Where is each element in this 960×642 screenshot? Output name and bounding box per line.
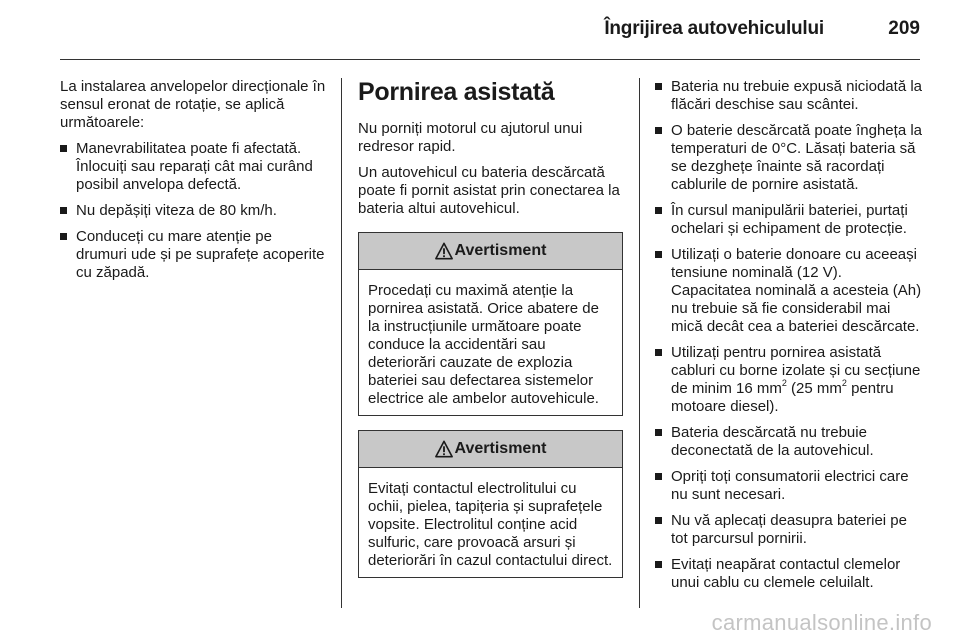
list-item: Utilizați o baterie donoare cu aceeași tensiune nominală (12 V). Capacitatea nominală a acesteia (Ah) nu trebuie să fie considerabil mai mică decât cea a bateriei descărcate. [655,246,923,336]
warning-text: Procedați cu maximă atenție la pornirea asistată. Orice abatere de la instrucțiunile următoare poate conduce la accidentări sau deteriorări cauzate de explozia bateriei sau defectarea sistemelor electrice ale ambelor autovehicule. [368,282,599,407]
header-divider [60,59,920,60]
square-bullet-icon [655,517,662,524]
list-item: Evitați neapărat contactul clemelor unui cablu cu clemele celuilalt. [655,556,923,592]
square-bullet-icon [655,561,662,568]
square-bullet-icon [655,251,662,258]
list-item: Nu vă aplecați deasupra bateriei pe tot parcursul pornirii. [655,512,923,548]
paragraph: Un autovehicul cu bateria descărcată poate fi pornit asistat prin conectarea la bateria altui autovehicul. [358,164,620,217]
square-bullet-icon [655,207,662,214]
section-heading: Pornirea asistată [358,78,555,106]
list-item: Nu depășiți viteza de 80 km/h. [60,202,326,220]
square-bullet-icon [655,127,662,134]
warning-title: Avertisment [454,440,547,457]
square-bullet-icon [655,83,662,90]
list-item: Manevrabilitatea poate fi afectată. Înlocuiți sau reparați cât mai curând posibil anvelopa defectă. [60,140,326,194]
list-item: Opriți toți consumatorii electrici care nu sunt necesari. [655,468,923,504]
directional-tyre-list [60,140,326,282]
warning-title: Avertisment [454,242,547,259]
list-item: Utilizați pentru pornirea asistată cabluri cu borne izolate și cu secțiune de minim 16 $mm^2$ (25 $mm^2$ pentru motoare diesel). [655,344,923,416]
column-1 [60,78,326,290]
warning-header [359,233,622,270]
jump-start-rules-list [655,78,923,592]
column-2 [358,78,623,588]
watermark: carmanualsonline.info [711,610,932,635]
list-item: Bateria nu trebuie expusă niciodată la flăcări deschise sau scântei. [655,78,923,114]
list-item: Bateria descărcată nu trebuie deconectată de la autovehicul. [655,424,923,460]
column-3 [655,78,923,600]
square-bullet-icon [60,207,67,214]
warning-triangle-icon [435,242,453,260]
warning-header [359,431,622,468]
square-bullet-icon [655,349,662,356]
square-bullet-icon [655,429,662,436]
warning-text: Evitați contactul electrolitului cu ochii, pielea, tapițeria și suprafețele vopsite. Electrolitul conține acid sulfuric, care provoacă arsuri și deteriorări în cazul contactului direct. [368,480,613,569]
square-bullet-icon [60,233,67,240]
square-bullet-icon [655,473,662,480]
intro-paragraph: La instalarea anvelopelor direcționale în sensul eronat de rotație, se aplică următoarele: [60,78,326,131]
warning-box [358,430,623,578]
page-number: 209 [888,18,920,39]
list-item: În cursul manipulării bateriei, purtați ochelari și echipament de protecție. [655,202,923,238]
chapter-title: Îngrijirea autovehiculului [604,18,824,39]
column-divider-2 [639,78,640,608]
column-divider-1 [341,78,342,608]
warning-box [358,232,623,416]
square-bullet-icon [60,145,67,152]
warning-triangle-icon [435,440,453,458]
list-item: Conduceți cu mare atenție pe drumuri ude și pe suprafețe acoperite cu zăpadă. [60,228,326,282]
list-item: O baterie descărcată poate îngheța la temperaturi de 0°C. Lăsați bateria să se dezghețe înainte să racordați cablurile de pornire asistată. [655,122,923,194]
page-header [0,0,960,62]
paragraph: Nu porniți motorul cu ajutorul unui redresor rapid. [358,120,583,155]
